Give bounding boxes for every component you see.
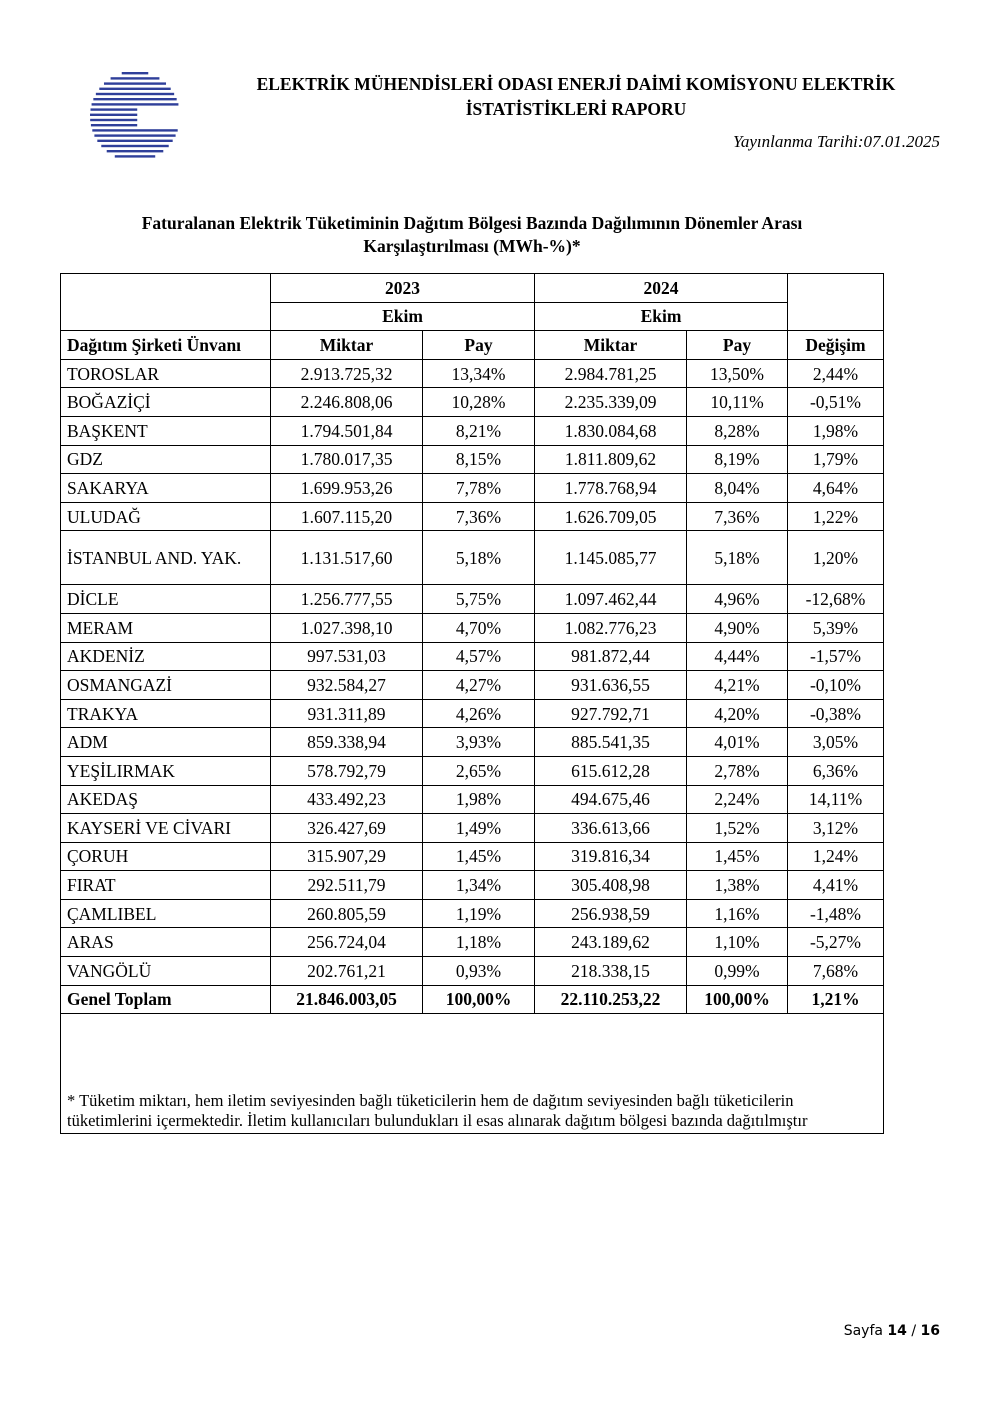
share-2024-cell: 1,10% (687, 928, 788, 957)
table-row (61, 957, 884, 986)
table-row (61, 871, 884, 900)
publish-date: Yayınlanma Tarihi:07.01.2025 (732, 132, 940, 151)
company-name-cell: YEŞİLIRMAK (61, 756, 271, 785)
company-name-cell: GDZ (61, 445, 271, 474)
company-name-cell: İSTANBUL AND. YAK. (61, 531, 271, 585)
share-2023-cell: 0,93% (423, 957, 535, 986)
company-name-cell: ARAS (61, 928, 271, 957)
logo-stripe (97, 140, 172, 142)
amount-2024-cell: 319.816,34 (535, 842, 687, 871)
logo-stripe (99, 88, 170, 90)
amount-2023-cell: 21.846.003,05 (271, 985, 423, 1014)
amount-2024-cell: 2.984.781,25 (535, 359, 687, 388)
table-row (61, 814, 884, 843)
page-prefix: Sayfa (843, 1323, 883, 1339)
table-row (61, 474, 884, 503)
share-2023-cell: 4,27% (423, 671, 535, 700)
share-2024-cell: 4,90% (687, 613, 788, 642)
logo-stripe (92, 129, 177, 131)
share-2023-cell: 5,18% (423, 531, 535, 585)
amount-2024-cell: 931.636,55 (535, 671, 687, 700)
logo-stripe (104, 82, 166, 84)
page-current: 14 (887, 1323, 907, 1339)
change-cell: 4,64% (788, 474, 884, 503)
company-name-cell: VANGÖLÜ (61, 957, 271, 986)
change-cell: 4,41% (788, 871, 884, 900)
col-header-amount-2023: Miktar (271, 331, 423, 360)
header-title-line1: ELEKTRİK MÜHENDİSLERİ ODASI ENERJİ DAİMİ KOMİSYONU ELEKTRİK (256, 74, 896, 94)
amount-2023-cell: 1.607.115,20 (271, 502, 423, 531)
amount-2023-cell: 433.492,23 (271, 785, 423, 814)
change-cell: 1,21% (788, 985, 884, 1014)
amount-2023-cell: 1.027.398,10 (271, 613, 423, 642)
page-separator: / (911, 1323, 917, 1339)
change-cell: -5,27% (788, 928, 884, 957)
month-2023-header: Ekim (271, 302, 535, 331)
amount-2023-cell: 997.531,03 (271, 642, 423, 671)
amount-2023-cell: 292.511,79 (271, 871, 423, 900)
amount-2024-cell: 927.792,71 (535, 699, 687, 728)
share-2024-cell: 1,45% (687, 842, 788, 871)
emo-logo (88, 68, 182, 162)
amount-2023-cell: 1.794.501,84 (271, 416, 423, 445)
share-2024-cell: 5,18% (687, 531, 788, 585)
amount-2023-cell: 1.131.517,60 (271, 531, 423, 585)
amount-2024-cell: 2.235.339,09 (535, 388, 687, 417)
share-2024-cell: 8,28% (687, 416, 788, 445)
year-2024-header: 2024 (535, 274, 788, 303)
company-name-cell: MERAM (61, 613, 271, 642)
table-row (61, 585, 884, 614)
amount-2024-cell: 1.145.085,77 (535, 531, 687, 585)
table-row (61, 416, 884, 445)
company-name-cell: ÇORUH (61, 842, 271, 871)
share-2023-cell: 1,18% (423, 928, 535, 957)
share-2023-cell: 4,57% (423, 642, 535, 671)
col-header-amount-2024: Miktar (535, 331, 687, 360)
logo-stripe (90, 119, 137, 121)
amount-2024-cell: 981.872,44 (535, 642, 687, 671)
share-2023-cell: 10,28% (423, 388, 535, 417)
amount-2023-cell: 2.913.725,32 (271, 359, 423, 388)
table-row (61, 671, 884, 700)
company-name-cell: TRAKYA (61, 699, 271, 728)
amount-2024-cell: 885.541,35 (535, 728, 687, 757)
share-2024-cell: 1,16% (687, 899, 788, 928)
table-row (61, 613, 884, 642)
company-name-cell: FIRAT (61, 871, 271, 900)
company-name-cell: DİCLE (61, 585, 271, 614)
change-cell: 1,98% (788, 416, 884, 445)
logo-stripe (111, 77, 160, 79)
col-header-share-2024: Pay (687, 331, 788, 360)
table-title-line2: Karşılaştırılması (MWh-%)* (363, 236, 581, 256)
amount-2024-cell: 305.408,98 (535, 871, 687, 900)
share-2024-cell: 1,38% (687, 871, 788, 900)
table-row (61, 699, 884, 728)
amount-2023-cell: 1.699.953,26 (271, 474, 423, 503)
amount-2024-cell: 1.811.809,62 (535, 445, 687, 474)
amount-2024-cell: 1.082.776,23 (535, 613, 687, 642)
change-cell: 3,12% (788, 814, 884, 843)
table-row (61, 642, 884, 671)
share-2024-cell: 100,00% (687, 985, 788, 1014)
amount-2023-cell: 2.246.808,06 (271, 388, 423, 417)
year-2023-header: 2023 (271, 274, 535, 303)
table-row (61, 445, 884, 474)
amount-2024-cell: 336.613,66 (535, 814, 687, 843)
change-cell: -1,48% (788, 899, 884, 928)
share-2023-cell: 3,93% (423, 728, 535, 757)
share-2024-cell: 4,44% (687, 642, 788, 671)
company-name-cell: TOROSLAR (61, 359, 271, 388)
amount-2023-cell: 1.780.017,35 (271, 445, 423, 474)
share-2023-cell: 5,75% (423, 585, 535, 614)
header-title-line2: İSTATİSTİKLERİ RAPORU (465, 99, 687, 119)
logo-stripe (90, 114, 137, 116)
table-title-line1: Faturalanan Elektrik Tüketiminin Dağıtım Bölgesi Bazında Dağılımının Dönemler Arası (141, 213, 803, 233)
change-cell: 1,20% (788, 531, 884, 585)
share-2023-cell: 7,36% (423, 502, 535, 531)
total-row (61, 985, 884, 1014)
share-2024-cell: 10,11% (687, 388, 788, 417)
table-row (61, 728, 884, 757)
share-2024-cell: 2,78% (687, 756, 788, 785)
change-cell: 1,22% (788, 502, 884, 531)
share-2024-cell: 8,19% (687, 445, 788, 474)
table-row (61, 502, 884, 531)
share-2024-cell: 8,04% (687, 474, 788, 503)
table-title (62, 212, 882, 258)
share-2023-cell: 2,65% (423, 756, 535, 785)
amount-2023-cell: 315.907,29 (271, 842, 423, 871)
amount-2024-cell: 22.110.253,22 (535, 985, 687, 1014)
amount-2024-cell: 1.626.709,05 (535, 502, 687, 531)
share-2023-cell: 100,00% (423, 985, 535, 1014)
page-number (844, 1323, 940, 1339)
share-2023-cell: 13,34% (423, 359, 535, 388)
footnote-row (61, 1014, 884, 1134)
company-name-cell: ULUDAĞ (61, 502, 271, 531)
share-2023-cell: 4,26% (423, 699, 535, 728)
report-series-title (200, 72, 952, 122)
logo-stripe (115, 155, 155, 157)
amount-2023-cell: 1.256.777,55 (271, 585, 423, 614)
share-2024-cell: 13,50% (687, 359, 788, 388)
header-blank-cell (61, 274, 271, 331)
change-cell: 1,79% (788, 445, 884, 474)
table-row (61, 899, 884, 928)
amount-2024-cell: 256.938,59 (535, 899, 687, 928)
amount-2024-cell: 494.675,46 (535, 785, 687, 814)
share-2023-cell: 8,15% (423, 445, 535, 474)
table-row (61, 531, 884, 585)
change-cell: -0,10% (788, 671, 884, 700)
company-name-cell: AKEDAŞ (61, 785, 271, 814)
share-2023-cell: 8,21% (423, 416, 535, 445)
share-2024-cell: 0,99% (687, 957, 788, 986)
logo-stripe (101, 145, 168, 147)
table-row (61, 756, 884, 785)
change-cell: -1,57% (788, 642, 884, 671)
share-2023-cell: 4,70% (423, 613, 535, 642)
consumption-table (60, 273, 884, 1134)
amount-2023-cell: 859.338,94 (271, 728, 423, 757)
amount-2023-cell: 932.584,27 (271, 671, 423, 700)
month-2024-header: Ekim (535, 302, 788, 331)
table-row (61, 785, 884, 814)
share-2024-cell: 1,52% (687, 814, 788, 843)
amount-2024-cell: 1.778.768,94 (535, 474, 687, 503)
change-cell: 6,36% (788, 756, 884, 785)
col-header-change: Değişim (788, 331, 884, 360)
change-cell: 14,11% (788, 785, 884, 814)
logo-stripe (96, 93, 174, 95)
share-2023-cell: 1,49% (423, 814, 535, 843)
logo-stripe (93, 98, 176, 100)
share-2024-cell: 7,36% (687, 502, 788, 531)
amount-2023-cell: 578.792,79 (271, 756, 423, 785)
company-name-cell: SAKARYA (61, 474, 271, 503)
amount-2024-cell: 1.830.084,68 (535, 416, 687, 445)
company-name-cell: ÇAMLIBEL (61, 899, 271, 928)
amount-2024-cell: 1.097.462,44 (535, 585, 687, 614)
share-2024-cell: 4,21% (687, 671, 788, 700)
change-cell: -0,38% (788, 699, 884, 728)
logo-stripe (94, 134, 175, 136)
amount-2024-cell: 615.612,28 (535, 756, 687, 785)
logo-stripe (122, 72, 149, 74)
change-cell: 7,68% (788, 957, 884, 986)
table-row (61, 359, 884, 388)
amount-2023-cell: 202.761,21 (271, 957, 423, 986)
change-cell: 5,39% (788, 613, 884, 642)
footnote: * Tüketim miktarı, hem iletim seviyesinden bağlı tüketicilerin hem de dağıtım seviyesinden bağlı tüketicilerin tüketimlerini içermektedir. İletim kullanıcıları bulundukları il esas alınarak dağıtım bölgesi bazında dağıtılmıştır (61, 1014, 884, 1134)
company-name-cell: BOĞAZİÇİ (61, 388, 271, 417)
table-row (61, 842, 884, 871)
change-cell: -12,68% (788, 585, 884, 614)
share-2024-cell: 2,24% (687, 785, 788, 814)
company-name-cell: OSMANGAZİ (61, 671, 271, 700)
company-name-cell: BAŞKENT (61, 416, 271, 445)
company-name-cell: AKDENİZ (61, 642, 271, 671)
page-total: 16 (920, 1323, 940, 1339)
amount-2023-cell: 326.427,69 (271, 814, 423, 843)
company-name-cell: Genel Toplam (61, 985, 271, 1014)
amount-2023-cell: 256.724,04 (271, 928, 423, 957)
amount-2023-cell: 931.311,89 (271, 699, 423, 728)
share-2023-cell: 7,78% (423, 474, 535, 503)
logo-stripe (92, 103, 179, 105)
change-cell: 3,05% (788, 728, 884, 757)
company-name-cell: KAYSERİ VE CİVARI (61, 814, 271, 843)
share-2023-cell: 1,45% (423, 842, 535, 871)
change-cell: 2,44% (788, 359, 884, 388)
share-2023-cell: 1,98% (423, 785, 535, 814)
table-row (61, 928, 884, 957)
logo-stripe (107, 150, 164, 152)
amount-2023-cell: 260.805,59 (271, 899, 423, 928)
share-2024-cell: 4,20% (687, 699, 788, 728)
change-cell: 1,24% (788, 842, 884, 871)
amount-2024-cell: 243.189,62 (535, 928, 687, 957)
col-header-company: Dağıtım Şirketi Ünvanı (61, 331, 271, 360)
company-name-cell: ADM (61, 728, 271, 757)
amount-2024-cell: 218.338,15 (535, 957, 687, 986)
table-row (61, 388, 884, 417)
header-blank-cell-right (788, 274, 884, 331)
share-2024-cell: 4,96% (687, 585, 788, 614)
share-2023-cell: 1,34% (423, 871, 535, 900)
logo-stripe (91, 124, 137, 126)
col-header-share-2023: Pay (423, 331, 535, 360)
logo-stripe (90, 108, 137, 110)
share-2024-cell: 4,01% (687, 728, 788, 757)
share-2023-cell: 1,19% (423, 899, 535, 928)
change-cell: -0,51% (788, 388, 884, 417)
